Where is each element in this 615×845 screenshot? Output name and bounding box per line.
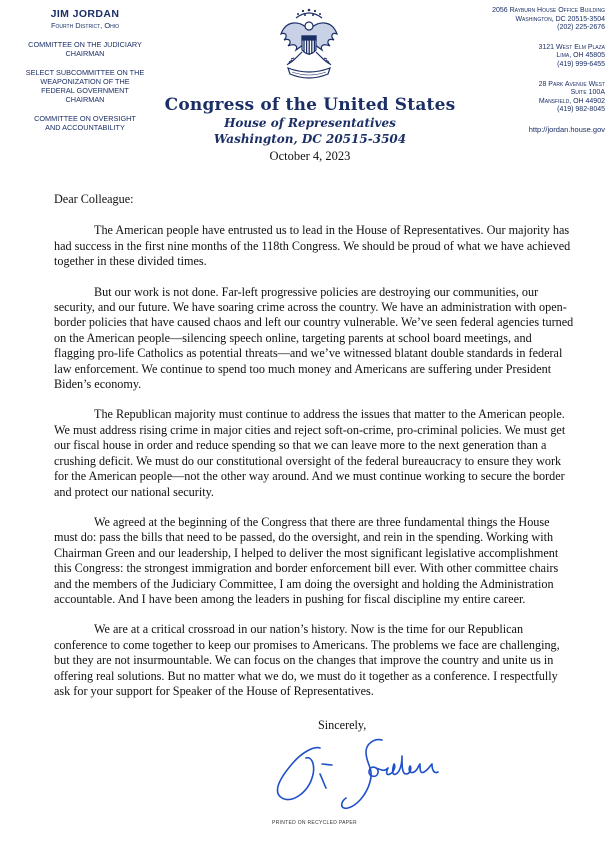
office-addresses [445,7,605,135]
office-lima: 3121 West Elm Plaza Lima, OH 45805 (419) 999-6455 [538,43,605,68]
committee-oversight: COMMITTEE ON OVERSIGHT AND ACCOUNTABILITY [34,114,136,132]
salutation: Dear Colleague: [54,192,134,206]
member-name: JIM JORDAN [50,8,120,20]
printed-on-recycled-paper: PRINTED ON RECYCLED PAPER [272,820,357,826]
website-link[interactable]: http://jordan.house.gov [528,124,605,134]
letterhead [160,95,460,164]
committee-judiciary: COMMITTEE ON THE JUDICIARY CHAIRMAN [28,40,142,58]
member-header [0,8,170,132]
office-washington: 2056 Rayburn House Office Building Washington, DC 20515-3504 (202) 225-2676 [492,7,605,32]
member-district: Fourth District, Ohio [50,21,120,30]
paragraph-3: The Republican majority must continue to address the issues that matter to the American people. We must address rising crime in major cities and reject soft-on-crime, pro-criminal policies. We must get our fiscal house in order and reduce spending so that we can leave more to the next generation than a crushing deficit. We must do our constitutional oversight of the federal bureaucracy to ensure they work for the American people—not the other way around. And we must continue working to secure the border and protect our national security. [54,407,566,499]
paragraph-1: The American people have entrusted us to lead in the House of Representatives. Our majority has had success in the first nine months of the 118th Congress. We should be proud of what we have achieved together in these divided times. [54,223,571,269]
letter-body [54,192,574,714]
paragraph-4: We agreed at the beginning of the Congress that there are three fundamental things the House must do: pass the bills that need to be passed, do the oversight, and rein in the spending. Working with Chairman Green and our leadership, I helped to deliver the most significant legislative accomplishment this Congress: the strongest immigration and border enforcement bill ever. With other committee chairs and the members of the Judiciary Committee, I am doing the oversight and holding the Administration accountable. And I have been among the leaders in pushing for fiscal discipline my entire career. [54,514,559,606]
paragraph-5: We are at a critical crossroad in our nation’s history. Now is the time for our Republican conference to come together to keep our promises to Americans. The problems we face are challenging, but they are not insurmountable. We can focus on the changes that improve the country and unite us in offering real solutions. But no matter what we do, we must do it together as a conference. I respectfully ask for your support for Speaker of the House of Representatives. [54,622,560,698]
congress-title: Congress of the United States [164,95,456,115]
city-address: Washington, DC 20515-3504 [213,132,407,146]
house-title: House of Representatives [224,116,396,130]
committee-weaponization: SELECT SUBCOMMITTEE ON THE WEAPONIZATION OF THE FEDERAL GOVERNMENT CHAIRMAN [25,68,145,104]
closing: Sincerely, [318,718,367,732]
handwritten-signature [262,734,452,814]
paragraph-2: But our work is not done. Far-left progressive policies are destroying our communities, our security, and our future. We have soaring crime across the country. We have an administration with open-border policies that have caused chaos and left our country vulnerable. We’ve seen federal agencies turned on the American people—silencing speech online, targeting parents at school board meetings, and flagging pro-life Catholics as potential threats—and we’ve witnessed blatant double standards in federal law enforcement. We continue to spend too much money and Americans are suffering under President Biden’s economy. [54,284,574,392]
house-seal-emblem [278,6,340,84]
office-mansfield: 28 Park Avenue West Suite 100A Mansfield, OH 44902 (419) 982-8045 [538,80,605,114]
letter-date: October 4, 2023 [269,149,351,163]
